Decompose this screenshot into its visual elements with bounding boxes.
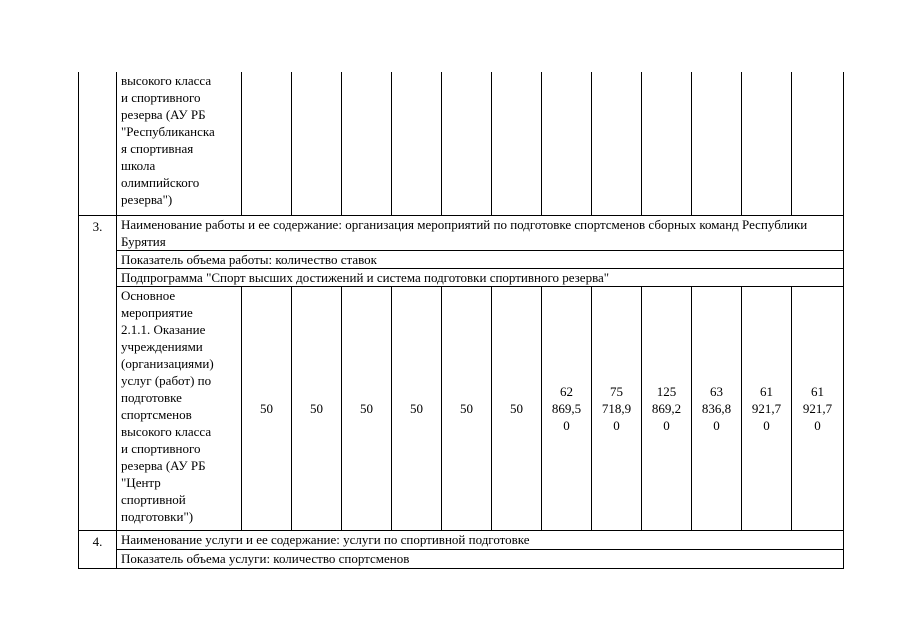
indicator-cell: Показатель объема работы: количество ставок (117, 250, 844, 268)
value-cell (592, 286, 642, 530)
value-cell (292, 72, 342, 215)
value-cell (392, 286, 442, 530)
value-cell (792, 72, 844, 215)
value-cell (692, 72, 742, 215)
value-text: 50 (410, 400, 423, 416)
activity-name-text: высокого класса и спортивного резерва (АУ РБ "Республиканска я спортивная школа олимпийского резерва") (121, 73, 215, 207)
activity-name-text: Основное мероприятие 2.1.1. Оказание учреждениями (организациями) услуг (работ) по подготовке спортсменов высокого класса и спортивного резерва (АУ РБ "Центр спортивной подготовки") (121, 287, 214, 524)
indicator-cell: Показатель объема услуги: количество спортсменов (117, 549, 844, 568)
value-cell (342, 72, 392, 215)
activity-name-cell (117, 286, 242, 530)
value-cell (442, 72, 492, 215)
value-text: 63 836,8 0 (701, 383, 732, 433)
value-cell (742, 286, 792, 530)
value-text: 125 869,2 0 (651, 383, 682, 433)
value-cell (492, 286, 542, 530)
row-number-cell: 3. (79, 215, 117, 530)
table-row-item3-activity (79, 286, 844, 530)
table-row-item3-title (79, 215, 844, 250)
value-cell (642, 72, 692, 215)
value-cell (292, 286, 342, 530)
value-cell (692, 286, 742, 530)
value-text: 61 921,7 0 (802, 383, 833, 433)
table-row-item3-indicator (79, 250, 844, 268)
work-title-cell: Наименование работы и ее содержание: организация мероприятий по подготовке спортсменов сборных команд Республики Бурятия (117, 215, 844, 250)
table-row-item3-subprogram (79, 268, 844, 286)
service-title-cell: Наименование услуги и ее содержание: услуги по спортивной подготовке (117, 530, 844, 549)
budget-table (78, 72, 844, 569)
table-row-item4-title (79, 530, 844, 549)
value-text: 61 921,7 0 (751, 383, 782, 433)
value-cell (542, 286, 592, 530)
value-cell (792, 286, 844, 530)
value-cell (542, 72, 592, 215)
value-text: 62 869,5 0 (551, 383, 582, 433)
value-cell (492, 72, 542, 215)
value-text: 50 (360, 400, 373, 416)
value-cell (642, 286, 692, 530)
row-number-cell: 4. (79, 530, 117, 568)
value-cell (592, 72, 642, 215)
value-text: 50 (460, 400, 473, 416)
value-cell (242, 286, 292, 530)
activity-name-cell (117, 72, 242, 215)
value-text: 50 (310, 400, 323, 416)
value-cell (442, 286, 492, 530)
value-cell (392, 72, 442, 215)
value-cell (342, 286, 392, 530)
value-cell (742, 72, 792, 215)
value-cell (242, 72, 292, 215)
value-text: 50 (510, 400, 523, 416)
subprogram-cell: Подпрограмма "Спорт высших достижений и система подготовки спортивного резерва" (117, 268, 844, 286)
row-number-cell (79, 72, 117, 215)
table-row-continuation (79, 72, 844, 215)
value-text: 50 (260, 400, 273, 416)
value-text: 75 718,9 0 (601, 383, 632, 433)
table-row-item4-indicator (79, 549, 844, 568)
